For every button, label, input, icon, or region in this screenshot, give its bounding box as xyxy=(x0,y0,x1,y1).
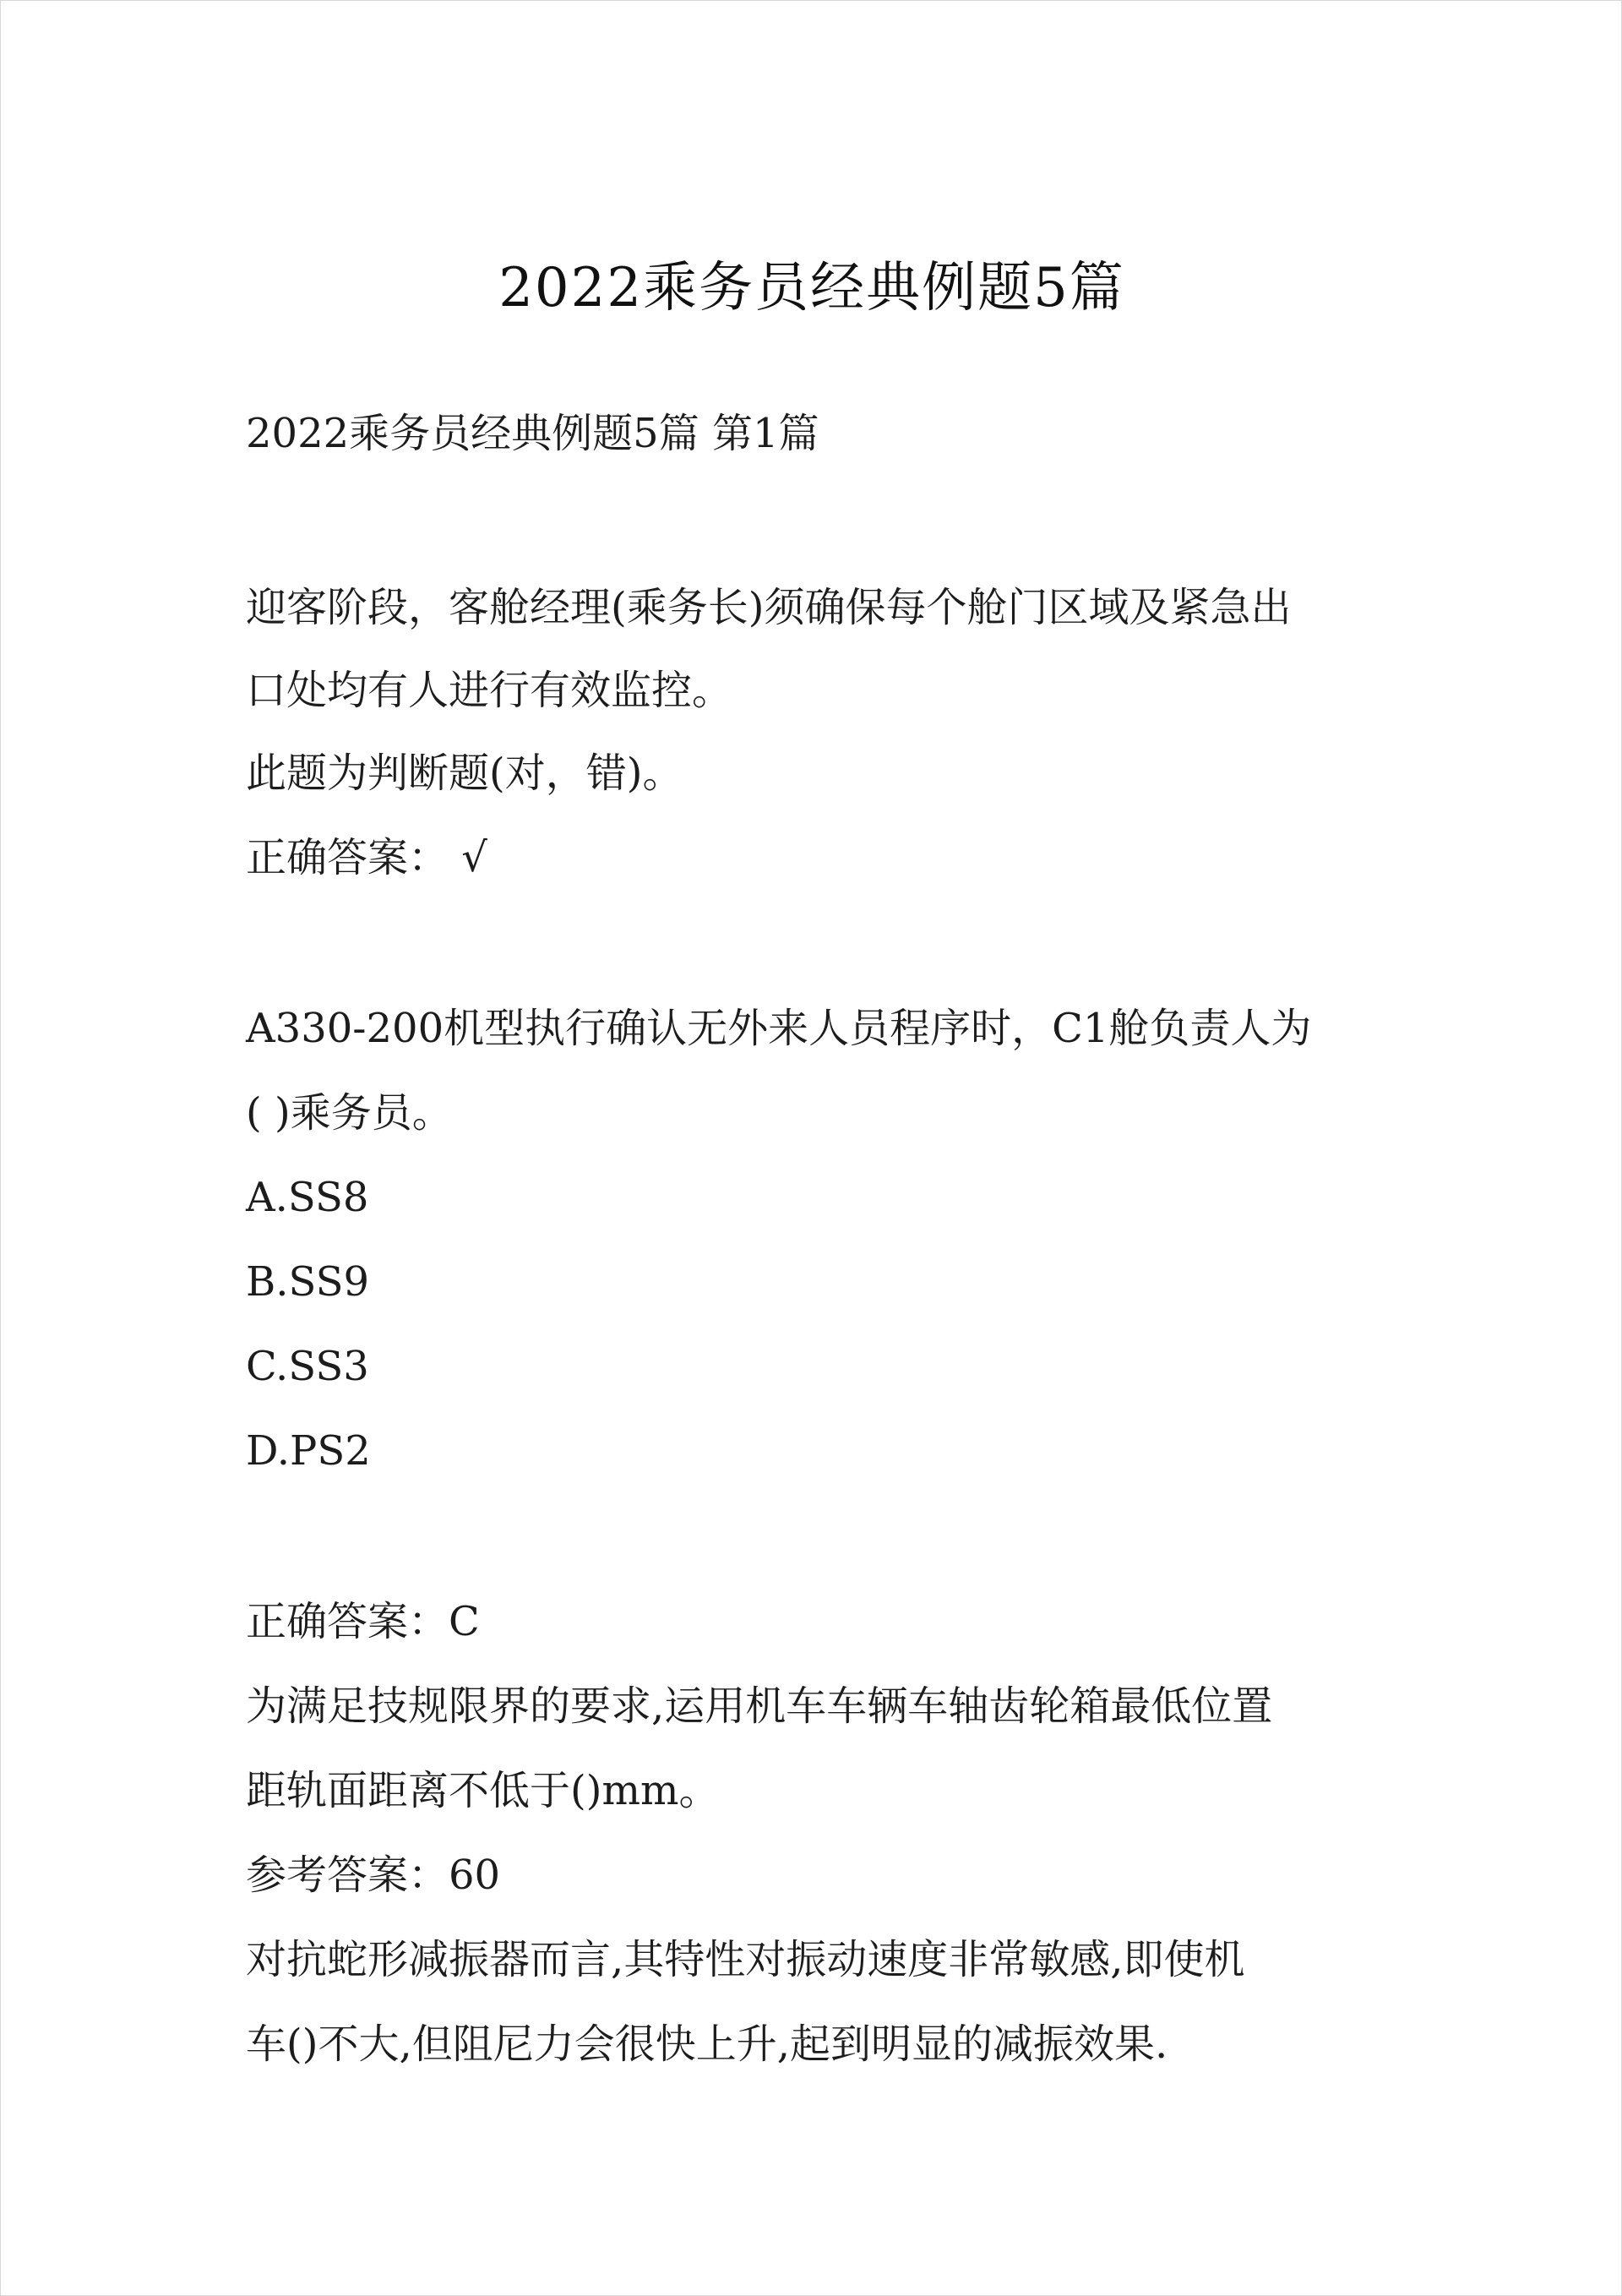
q2-option-b: B.SS9 xyxy=(246,1258,369,1306)
q3-text-line-1: 为满足技规限界的要求,运用机车车辆车轴齿轮箱最低位置 xyxy=(246,1682,1273,1730)
q2-answer: 正确答案：C xyxy=(246,1598,480,1645)
q1-type-note: 此题为判断题(对，错)。 xyxy=(246,750,683,797)
q1-text-line-2: 口处均有人进行有效监控。 xyxy=(246,667,733,714)
q2-text-line-2: ( )乘务员。 xyxy=(246,1089,453,1137)
q2-text-line-1: A330-200机型执行确认无外来人员程序时，C1舱负责人为 xyxy=(246,1005,1312,1052)
document-subtitle: 2022乘务员经典例题5篇 第1篇 xyxy=(246,410,819,457)
q1-answer: 正确答案： √ xyxy=(246,834,487,881)
q2-option-c: C.SS3 xyxy=(246,1343,369,1390)
document-title: 2022乘务员经典例题5篇 xyxy=(498,257,1125,319)
q3-text-line-2: 距轨面距离不低于()mm。 xyxy=(246,1767,720,1814)
q3-answer: 参考答案：60 xyxy=(246,1852,501,1899)
q1-text-line-1: 迎客阶段，客舱经理(乘务长)须确保每个舱门区域及紧急出 xyxy=(246,584,1292,631)
q4-text-line-2: 车()不大,但阻尼力会很快上升,起到明显的减振效果. xyxy=(246,2021,1168,2068)
q2-option-a: A.SS8 xyxy=(246,1174,369,1221)
q4-text-line-1: 对抗蛇形减振器而言,其特性对振动速度非常敏感,即使机 xyxy=(246,1936,1245,1983)
q2-option-d: D.PS2 xyxy=(246,1427,371,1475)
